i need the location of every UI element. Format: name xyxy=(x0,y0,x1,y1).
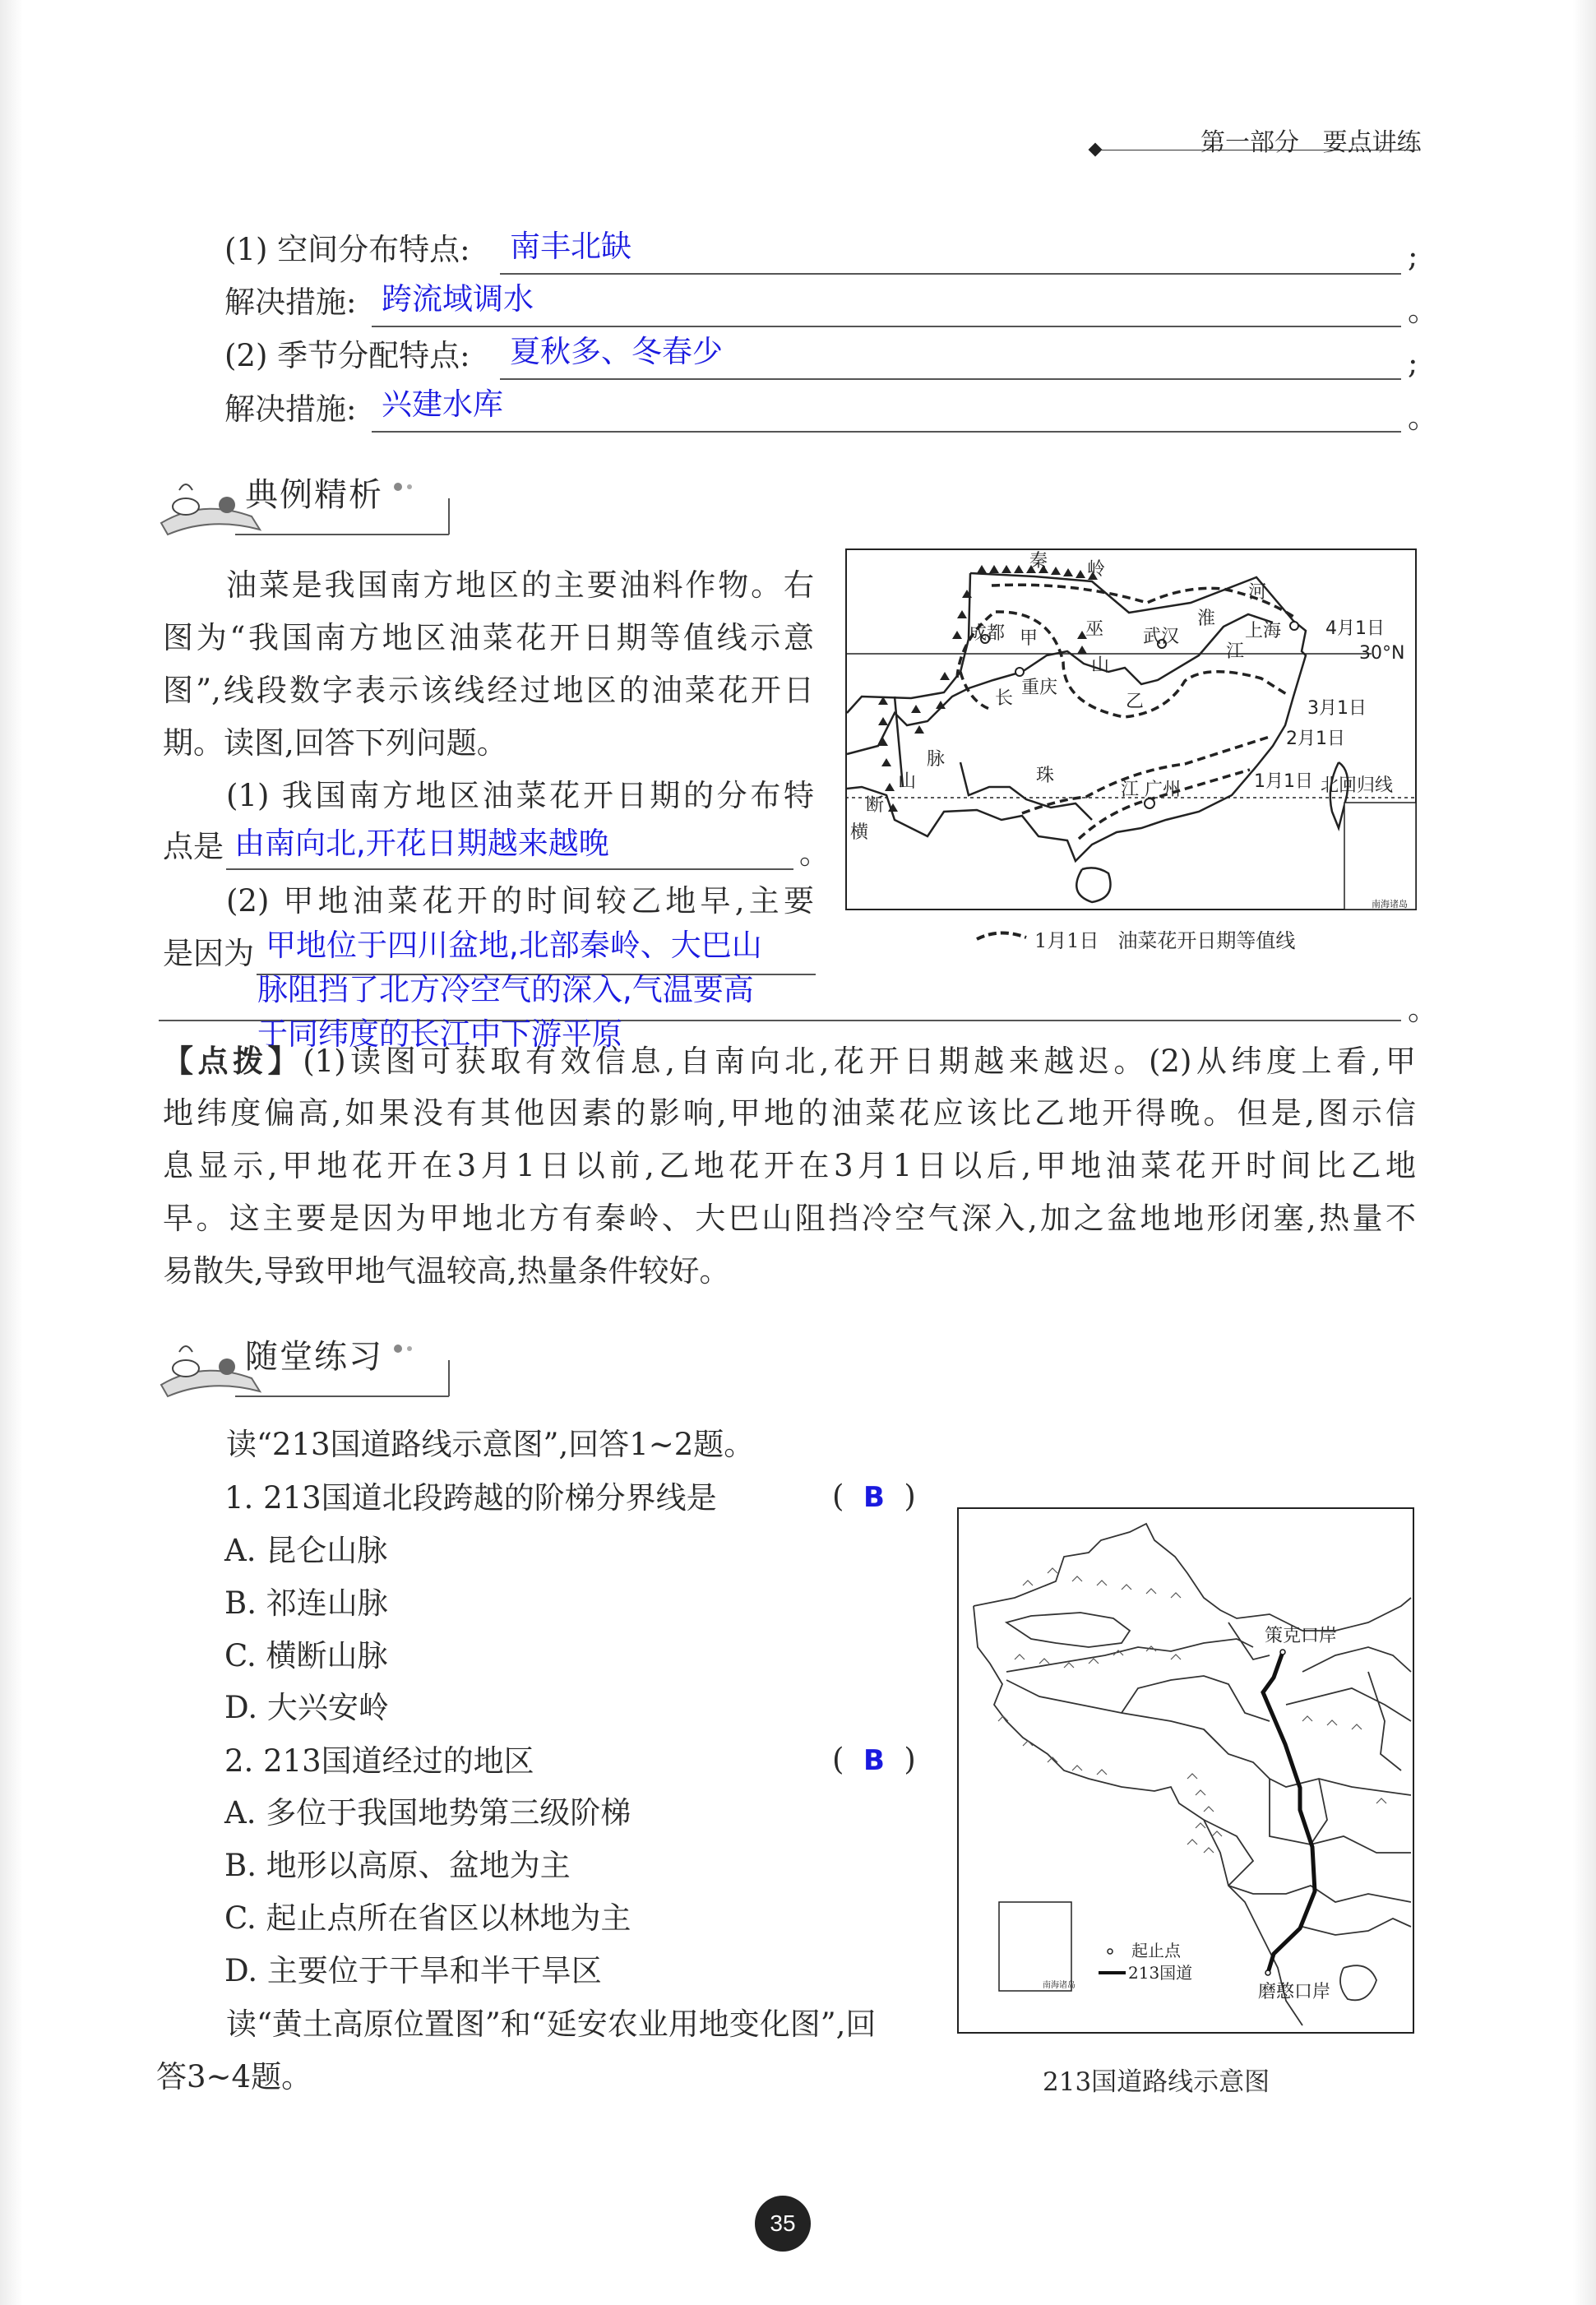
punct: ; xyxy=(1408,345,1418,381)
q1-option-a: A. 昆仑山脉 xyxy=(224,1533,388,1568)
tip-line xyxy=(163,1043,1416,1080)
example-q2-answer: 甲地位于四川盆地,北部秦岭、大巴山 xyxy=(266,928,762,963)
q1-option-c: C. 横断山脉 xyxy=(224,1638,388,1673)
map-label: 河 xyxy=(1248,582,1267,603)
map-label-shanghai: 上海 xyxy=(1245,621,1282,641)
question-text: (1) 我国南方地区油菜花开日期的分布特 xyxy=(226,778,814,813)
scan-edge-left xyxy=(0,0,23,2305)
map-label-guangzhou: 江 广州 xyxy=(1121,780,1181,800)
map-label-jia: 甲 xyxy=(1020,628,1039,649)
answer-line xyxy=(500,378,1401,380)
map-label: 秦 xyxy=(1029,551,1048,572)
q2-measure-answer: 兴建水库 xyxy=(382,386,503,422)
map-label-yi: 乙 xyxy=(1126,692,1145,712)
q1-answer: 南丰北缺 xyxy=(510,229,631,264)
q1-label: (1) 空间分布特点: xyxy=(224,232,470,267)
map-label-tropic: 北回归线 xyxy=(1321,775,1394,796)
punct: 。 xyxy=(1408,293,1438,328)
south-sea-inset xyxy=(999,1902,1071,1991)
q2-option-d: D. 主要位于干旱和半干旱区 xyxy=(224,1953,602,1988)
map-label-chongqing: 重庆 xyxy=(1021,678,1058,698)
map-label: 岭 xyxy=(1087,559,1106,580)
question-1-stem: 1. 213国道北段跨越的阶梯分界线是 xyxy=(224,1480,717,1516)
map-label-30n: 30°N xyxy=(1359,643,1405,664)
example-q2-answer: 于同纬度的长江中下游平原 xyxy=(257,1016,622,1052)
map-label: 山 xyxy=(898,771,917,792)
answer-line xyxy=(372,326,1401,327)
q1-option-b: B. 祁连山脉 xyxy=(224,1585,388,1621)
q2-option-b: B. 地形以高原、盆地为主 xyxy=(224,1848,571,1883)
punct: 。 xyxy=(799,835,830,871)
q1-option-d: D. 大兴安岭 xyxy=(224,1690,389,1725)
legend-date: 1月1日 xyxy=(1034,929,1099,952)
question-1-answer-slot: ( B ) xyxy=(832,1479,916,1514)
map-label-wuhan: 武汉 xyxy=(1143,627,1180,647)
question-2-stem: 2. 213国道经过的地区 xyxy=(224,1743,534,1779)
practice-intro-2: 读“黄土高原位置图”和“延安农业用地变化图”,回 xyxy=(226,2006,877,2042)
map1-legend xyxy=(1034,924,1295,953)
map-label: 断 xyxy=(866,795,885,816)
section-title-practice: 随堂练习 xyxy=(245,1338,383,1376)
question-text: 点是 xyxy=(163,829,224,864)
map-label: 江 xyxy=(1226,641,1245,662)
map-label-mar1: 3月1日 xyxy=(1307,698,1367,719)
page-number: 35 xyxy=(755,2196,811,2252)
paragraph-line: 油菜是我国南方地区的主要油料作物。右 xyxy=(226,567,814,603)
south-sea-inset xyxy=(1344,803,1416,910)
legend-start-end: 起止点 xyxy=(1131,1941,1181,1960)
tip-line: 早。这主要是因为甲地北方有秦岭、大巴山阻挡冷空气深入,加之盆地地形闭塞,热量不 xyxy=(163,1201,1416,1236)
question-2-answer: B xyxy=(863,1744,885,1777)
q2-option-a: A. 多位于我国地势第三级阶梯 xyxy=(224,1795,631,1831)
q2-answer: 夏秋多、冬春少 xyxy=(510,334,723,369)
legend-text: 油菜花开日期等值线 xyxy=(1117,929,1296,952)
section-title-example: 典例精析 xyxy=(245,476,383,514)
inset-label: 南海诸岛 xyxy=(1372,899,1408,910)
answer-line xyxy=(226,868,793,870)
q1-measure-label: 解决措施: xyxy=(224,285,357,320)
paragraph-line: 图”,线段数字表示该线经过地区的油菜花开日 xyxy=(163,673,814,708)
q1-measure-answer: 跨流域调水 xyxy=(382,281,534,317)
start-point-marker xyxy=(1280,1650,1285,1655)
header-section: 要点讲练 xyxy=(1322,128,1422,157)
map-label: 山 xyxy=(1091,655,1110,676)
map-label: 巫 xyxy=(1085,619,1104,640)
legend-point-icon xyxy=(1108,1949,1113,1954)
question-text: (2) 甲地油菜花开的时间较乙地早,主要 xyxy=(226,883,814,919)
map-label-jan1: 1月1日 xyxy=(1254,771,1313,792)
tip-label: 【点拨】 xyxy=(163,1043,303,1079)
paragraph-line: 期。读图,回答下列问题。 xyxy=(163,725,507,761)
punct: 。 xyxy=(1408,400,1438,435)
label-ceke-port: 策克口岸 xyxy=(1265,1626,1338,1646)
end-point-marker xyxy=(1265,1970,1270,1975)
answer-line xyxy=(372,431,1401,433)
map-label-chengdu: 成都 xyxy=(969,623,1006,644)
header-part: 第一部分 xyxy=(1200,128,1299,157)
map2-caption: 213国道路线示意图 xyxy=(1043,2067,1270,2097)
tip-text: (1)读图可获取有效信息,自南向北,花开日期越来越迟。(2)从纬度上看,甲 xyxy=(303,1044,1417,1079)
rapeseed-bloom-map xyxy=(845,548,1417,910)
map-label: 长 xyxy=(995,688,1014,709)
label-mohan-port: 磨憨口岸 xyxy=(1258,1982,1331,2002)
question-text: 是因为 xyxy=(163,936,254,971)
map-label-apr1: 4月1日 xyxy=(1325,618,1385,639)
scan-edge-right xyxy=(1573,0,1596,2305)
example-q2-answer: 脉阻挡了北方冷空气的深入,气温要高 xyxy=(257,972,754,1007)
map-label-feb1: 2月1日 xyxy=(1286,729,1345,749)
map-label: 横 xyxy=(850,822,869,843)
question-1-answer: B xyxy=(863,1481,885,1514)
legend-isoline-icon xyxy=(975,926,1033,946)
punct: 。 xyxy=(1408,992,1438,1027)
inset-label: 南海诸岛 xyxy=(1043,1981,1076,1990)
practice-intro-2: 答3~4题。 xyxy=(156,2059,312,2094)
example-q1-answer: 由南向北,开花日期越来越晚 xyxy=(234,826,609,861)
answer-line xyxy=(500,273,1401,275)
running-header xyxy=(1200,122,1422,158)
tip-line: 易散失,导致甲地气温较高,热量条件较好。 xyxy=(163,1253,730,1289)
map-label: 脉 xyxy=(927,749,946,770)
punct: ; xyxy=(1408,238,1418,274)
legend-route: 213国道 xyxy=(1128,1963,1193,1983)
route-213-map xyxy=(957,1507,1414,2034)
q2-option-c: C. 起止点所在省区以林地为主 xyxy=(224,1900,631,1936)
paragraph-line: 图为“我国南方地区油菜花开日期等值线示意 xyxy=(163,620,814,655)
map-label: 淮 xyxy=(1197,609,1216,629)
map-label: 珠 xyxy=(1036,766,1055,786)
q2-label: (2) 季节分配特点: xyxy=(224,338,470,373)
tip-line: 地纬度偏高,如果没有其他因素的影响,甲地的油菜花应该比乙地开得晚。但是,图示信 xyxy=(163,1095,1416,1131)
question-2-answer-slot: ( B ) xyxy=(832,1742,916,1777)
tip-line: 息显示,甲地花开在3月1日以前,乙地花开在3月1日以后,甲地油菜花开时间比乙地 xyxy=(163,1148,1416,1183)
practice-intro: 读“213国道路线示意图”,回答1~2题。 xyxy=(226,1427,755,1462)
q2-measure-label: 解决措施: xyxy=(224,391,357,427)
